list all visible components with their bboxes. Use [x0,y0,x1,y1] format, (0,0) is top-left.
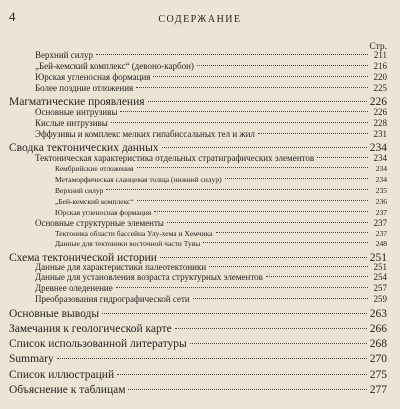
toc-entry-page: 248 [375,240,387,248]
toc-entry-page: 277 [369,384,387,396]
dot-leader [216,232,368,233]
dot-leader [225,178,368,179]
page-number: 4 [9,9,16,24]
dot-leader [136,87,368,88]
dot-leader [137,200,368,201]
toc-entry-title: Summary [9,353,54,365]
toc-entry-title: Метаморфическая сланцевая толща (нижний силур) [55,176,222,184]
toc-entry-page: 228 [373,119,387,128]
toc-entry-title: Более поздние отложения [35,84,134,93]
toc-entry-page: 220 [373,73,387,82]
toc-entry-title: Список иллюстраций [9,369,115,381]
toc-entry [35,108,387,118]
dot-leader [193,298,368,299]
toc-entry [55,198,387,206]
toc-entry-title: Замечания к геологической карте [9,323,172,335]
toc-entry-title: Данные для характеристики палеотектоники [35,263,207,272]
dot-leader [116,287,368,288]
toc-entry-page: 234 [375,165,387,173]
dot-leader [317,157,368,158]
toc-entry [9,323,387,336]
toc-entry [35,130,387,140]
toc-entry [9,308,387,321]
toc-entry-page: 235 [375,187,387,195]
toc-entry-title: Древнее оледенение [35,284,113,293]
toc-entry-title: Юрская угленосная формация [35,73,151,82]
dot-leader [128,389,366,390]
toc-entry [55,240,387,248]
dot-leader [209,266,368,267]
toc-entry [35,295,387,305]
toc-entry-page: 216 [373,62,387,71]
toc-entry [35,219,387,229]
toc-entry [35,73,387,83]
toc-entry-title: Тектоническая характеристика отдельных стратиграфических элементов [35,154,315,163]
toc-entry-page: 237 [375,230,387,238]
page-column-header: Стр. [369,42,387,52]
toc-entry-title: Данные для установления возраста структурных элементов [35,273,263,282]
toc-entry [55,187,387,195]
dot-leader [153,76,368,77]
dot-leader [154,211,368,212]
dot-leader [96,54,368,55]
toc-entry-title: Юрская угленосная формация [55,209,152,217]
toc-entry-page: 226 [369,96,387,108]
toc-entry-title: Кислые интрузивы [35,119,108,128]
dot-leader [57,358,367,359]
toc-entry-page: 225 [373,84,387,93]
dot-leader [137,167,368,168]
toc-entry-page: 234 [375,176,387,184]
toc-entry-page: 236 [375,198,387,206]
toc-entry-page: 263 [369,308,387,320]
toc-entry [55,176,387,184]
toc-entry [35,84,387,94]
toc-entry-page: 211 [373,51,387,60]
toc-entry [35,62,387,72]
toc-entry-title: Преобразования гидрографической сети [35,295,190,304]
toc-entry [55,230,387,238]
toc-entry-title: „Бей-кемский комплекс“ [55,198,134,206]
dot-leader [160,257,367,258]
toc-entry-title: Основные структурные элементы [35,219,164,228]
toc-entry-page: 257 [373,284,387,293]
toc-entry [55,165,387,173]
dot-leader [106,189,368,190]
toc-entry [35,51,387,61]
toc-entry-page: 234 [373,154,387,163]
dot-leader [111,122,368,123]
toc-entry-page: 254 [373,273,387,282]
toc-entry-page: 237 [373,219,387,228]
toc-entry-page: 226 [373,108,387,117]
toc-entry [35,119,387,129]
toc-entry-title: Данные для тектоники восточной части Тувы [55,240,201,248]
toc-entry-page: 234 [369,142,387,154]
toc-entry [35,273,387,283]
toc-entry-page: 231 [373,130,387,139]
toc-entry-page: 251 [373,263,387,272]
toc-entry [9,369,387,382]
toc-entry [9,96,387,109]
toc-entry-title: Верхний силур [35,51,93,60]
dot-leader [162,147,367,148]
toc-entry [35,284,387,294]
dot-leader [117,374,367,375]
toc-entry-title: Сводка тектонических данных [9,142,159,154]
toc-entry-page: 251 [369,252,387,264]
toc-entry-title: Схема тектонической истории [9,252,157,264]
toc-entry-title: Кембрийские отложения [55,165,134,173]
toc-entry-title: Верхний силур [55,187,104,195]
dot-leader [120,111,368,112]
toc-entry-page: 268 [369,338,387,350]
dot-leader [266,276,368,277]
dot-leader [148,101,367,102]
dot-leader [175,328,367,329]
toc-entry-title: „Бей-кемский комплекс“ (девоно-карбон) [35,62,194,71]
toc-entry [35,263,387,273]
toc-entry-title: Список использованной литературы [9,338,187,350]
toc-entry [9,384,387,397]
toc-entry [35,154,387,164]
toc-entry-page: 237 [375,209,387,217]
toc-entry [55,209,387,217]
toc-entry-title: Основные интрузивы [35,108,118,117]
toc-entry-title: Эффузивы и комплекс мелких гипабиссальных тел и жил [35,130,255,139]
toc-entry-title: Объяснение к таблицам [9,384,126,396]
dot-leader [190,343,367,344]
dot-leader [167,222,368,223]
dot-leader [102,313,367,314]
toc-entry-title: Основные выводы [9,308,100,320]
dot-leader [197,65,368,66]
toc-entry-title: Тектоника области бассейна Улу-хема и Хемчика [55,230,213,238]
toc-entry-page: 266 [369,323,387,335]
toc-entry-page: 275 [369,369,387,381]
toc-entry [9,338,387,351]
dot-leader [203,242,368,243]
toc-entry [9,142,387,155]
toc-entry-page: 259 [373,295,387,304]
toc-entry-title: Магматические проявления [9,96,145,108]
page-header: СОДЕРЖАНИЕ [158,14,242,25]
dot-leader [258,133,368,134]
toc-entry-page: 270 [369,353,387,365]
toc-entry [9,353,387,366]
